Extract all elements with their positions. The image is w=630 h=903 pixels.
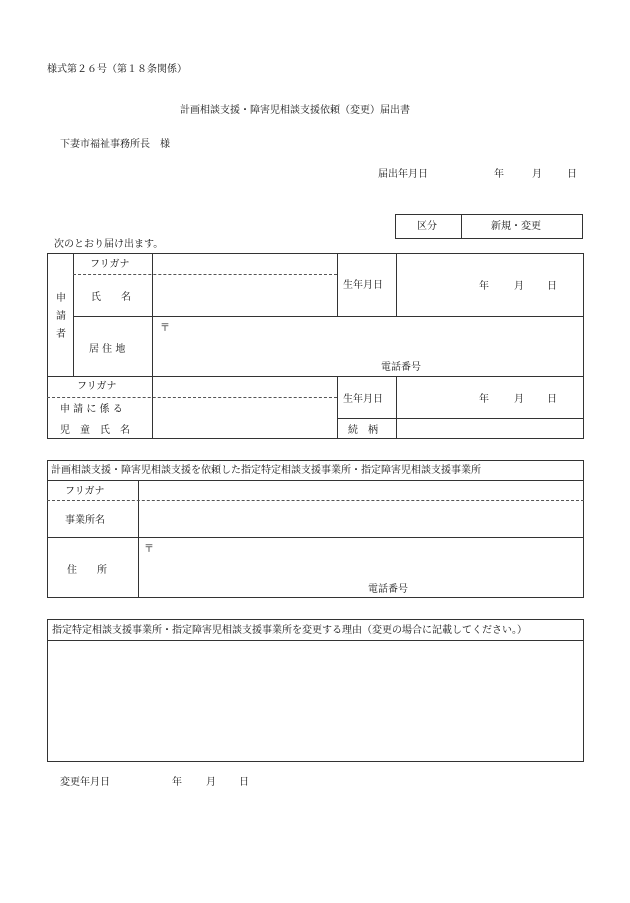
category-label: 区分	[417, 221, 437, 232]
applicant-side-label-3: 者	[56, 329, 66, 340]
submit-date-day: 日	[567, 169, 577, 180]
child-relation-label: 続 柄	[348, 425, 378, 436]
child-birth-day: 日	[547, 394, 557, 405]
applicant-phone-label: 電話番号	[381, 362, 421, 373]
postal-mark-icon: 〒	[160, 323, 170, 334]
child-birth-year: 年	[479, 394, 489, 405]
child-birth-label: 生年月日	[343, 394, 383, 405]
change-date-month: 月	[206, 777, 216, 788]
applicant-birth-label: 生年月日	[343, 280, 383, 291]
child-name-label-1: 申 請 に 係 る	[60, 404, 123, 415]
submit-date-year: 年	[494, 169, 504, 180]
office-postal-mark-icon: 〒	[144, 544, 154, 555]
applicant-birth-month: 月	[514, 281, 524, 292]
addressee: 下妻市福祉事務所長 様	[60, 139, 170, 150]
child-name-label-2: 児 童 氏 名	[60, 425, 130, 436]
child-birth-month: 月	[514, 394, 524, 405]
applicant-side-label-2: 請	[56, 311, 66, 322]
form-title: 計画相談支援・障害児相談支援依頼（変更）届出書	[180, 105, 410, 116]
office-name-label: 事業所名	[65, 515, 105, 526]
applicant-name-label: 氏 名	[91, 292, 131, 303]
office-address-label: 住 所	[67, 565, 107, 576]
change-date-label: 変更年月日	[60, 777, 110, 788]
office-phone-label: 電話番号	[368, 584, 408, 595]
reason-header: 指定特定相談支援事業所・指定障害児相談支援事業所を変更する理由（変更の場合に記載してください。）	[52, 625, 527, 636]
office-header: 計画相談支援・障害児相談支援を依頼した指定特定相談支援事業所・指定障害児相談支援事業所	[51, 465, 481, 476]
applicant-table	[47, 253, 584, 439]
form-number: 様式第２６号（第１８条関係）	[47, 64, 187, 75]
intro-text: 次のとおり届け出ます。	[54, 239, 164, 250]
applicant-birth-day: 日	[547, 281, 557, 292]
submit-date-month: 月	[532, 169, 542, 180]
child-furigana-label: フリガナ	[77, 381, 117, 392]
change-date-day: 日	[239, 777, 249, 788]
applicant-furigana-label: フリガナ	[90, 259, 130, 270]
applicant-birth-year: 年	[479, 281, 489, 292]
change-date-year: 年	[172, 777, 182, 788]
applicant-address-label: 居 住 地	[89, 344, 126, 355]
applicant-side-label-1: 申	[56, 293, 66, 304]
submit-date-label: 届出年月日	[378, 169, 428, 180]
office-furigana-label: フリガナ	[65, 486, 105, 497]
category-value: 新規・変更	[491, 221, 541, 232]
